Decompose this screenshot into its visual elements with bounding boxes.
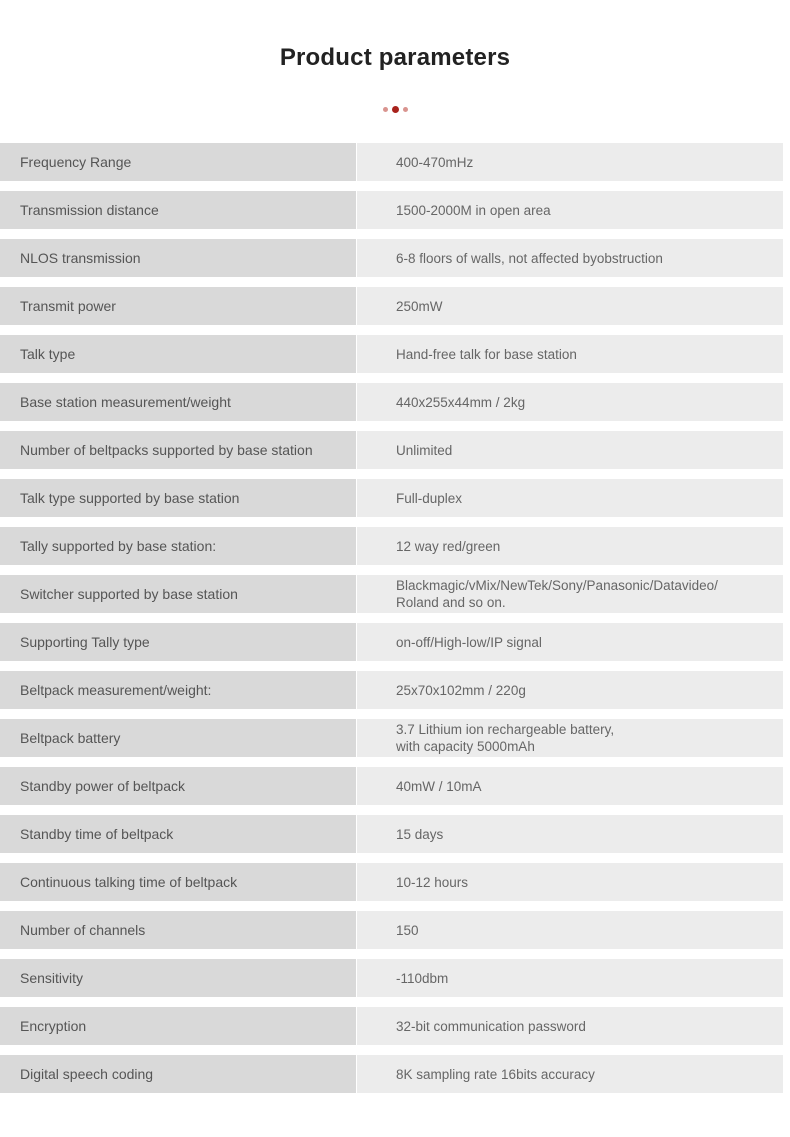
parameter-value: 440x255x44mm / 2kg [357, 383, 783, 421]
parameter-value: Blackmagic/vMix/NewTek/Sony/Panasonic/Datavideo/ Roland and so on. [357, 575, 783, 613]
parameter-value: 1500-2000M in open area [357, 191, 783, 229]
parameter-label: Tally supported by base station: [0, 527, 356, 565]
parameter-value: Unlimited [357, 431, 783, 469]
divider-dot-icon [383, 107, 388, 112]
table-row [0, 575, 790, 613]
table-row [0, 1007, 790, 1045]
parameter-label: Encryption [0, 1007, 356, 1045]
table-row [0, 527, 790, 565]
table-row [0, 383, 790, 421]
table-row [0, 239, 790, 277]
parameter-label: Base station measurement/weight [0, 383, 356, 421]
parameter-label: Beltpack battery [0, 719, 356, 757]
divider-dot-icon [403, 107, 408, 112]
table-row [0, 863, 790, 901]
parameter-label: Sensitivity [0, 959, 356, 997]
parameter-label: Transmission distance [0, 191, 356, 229]
parameter-value: 150 [357, 911, 783, 949]
table-row [0, 959, 790, 997]
parameter-value: 12 way red/green [357, 527, 783, 565]
parameter-value: 3.7 Lithium ion rechargeable battery, with capacity 5000mAh [357, 719, 783, 757]
parameter-value: -110dbm [357, 959, 783, 997]
parameter-value: 250mW [357, 287, 783, 325]
parameter-label: Number of beltpacks supported by base station [0, 431, 356, 469]
title-divider-dots [0, 106, 790, 113]
table-row [0, 335, 790, 373]
parameter-value: 400-470mHz [357, 143, 783, 181]
parameter-label: Beltpack measurement/weight: [0, 671, 356, 709]
parameter-value: 6-8 floors of walls, not affected byobstruction [357, 239, 783, 277]
parameter-value: 32-bit communication password [357, 1007, 783, 1045]
parameter-value: 15 days [357, 815, 783, 853]
page-title: Product parameters [279, 44, 511, 71]
table-row [0, 671, 790, 709]
parameter-value: Hand-free talk for base station [357, 335, 783, 373]
table-row [0, 623, 790, 661]
parameter-value: 8K sampling rate 16bits accuracy [357, 1055, 783, 1093]
parameter-label: Supporting Tally type [0, 623, 356, 661]
parameters-table [0, 143, 790, 1103]
parameter-label: Continuous talking time of beltpack [0, 863, 356, 901]
parameter-label: Transmit power [0, 287, 356, 325]
parameter-value: 40mW / 10mA [357, 767, 783, 805]
parameter-label: Talk type [0, 335, 356, 373]
parameter-value: on-off/High-low/IP signal [357, 623, 783, 661]
parameter-label: Standby power of beltpack [0, 767, 356, 805]
parameter-label: NLOS transmission [0, 239, 356, 277]
table-row [0, 911, 790, 949]
parameter-label: Switcher supported by base station [0, 575, 356, 613]
table-row [0, 431, 790, 469]
parameter-value: 10-12 hours [357, 863, 783, 901]
parameter-value: 25x70x102mm / 220g [357, 671, 783, 709]
parameter-label: Talk type supported by base station [0, 479, 356, 517]
parameter-value: Full-duplex [357, 479, 783, 517]
table-row [0, 719, 790, 757]
table-row [0, 191, 790, 229]
parameter-label: Standby time of beltpack [0, 815, 356, 853]
table-row [0, 143, 790, 181]
table-row [0, 1055, 790, 1093]
parameter-label: Number of channels [0, 911, 356, 949]
divider-dot-icon [392, 106, 399, 113]
table-row [0, 767, 790, 805]
table-row [0, 815, 790, 853]
table-row [0, 479, 790, 517]
parameter-label: Digital speech coding [0, 1055, 356, 1093]
table-row [0, 287, 790, 325]
parameter-label: Frequency Range [0, 143, 356, 181]
